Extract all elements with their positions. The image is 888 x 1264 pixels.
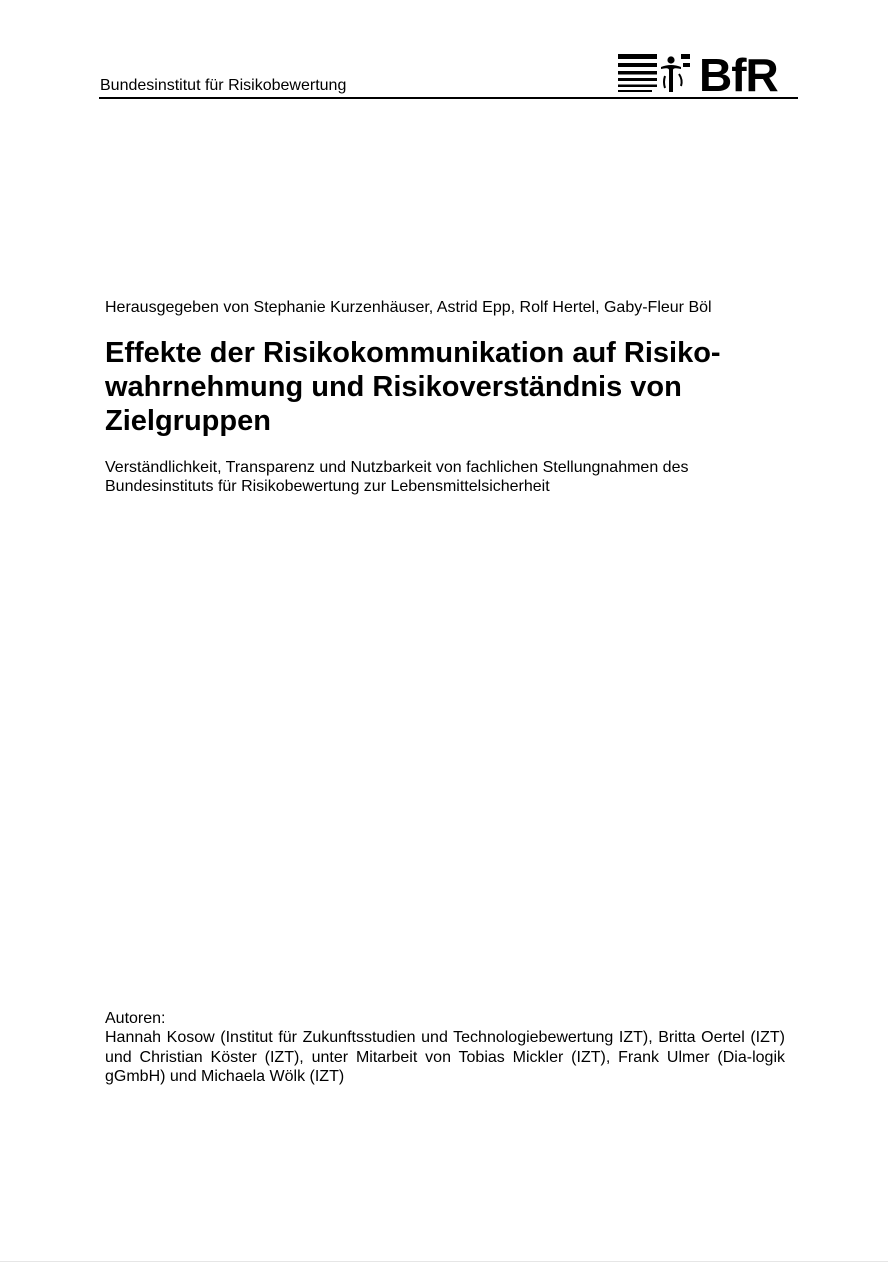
editors-line: Herausgegeben von Stephanie Kurzenhäuser, Astrid Epp, Rolf Hertel, Gaby-Fleur Böl — [105, 299, 712, 316]
bfr-logo-text: BfR — [699, 52, 778, 94]
subtitle-line: Verständlichkeit, Transparenz und Nutzbarkeit von fachlichen Stellungnahmen des — [105, 459, 689, 476]
authors-list: Hannah Kosow (Institut für Zukunftsstudien und Technologiebewertung IZT), Britta Oertel (IZT) und Christian Köster (IZT), unter Mitarbeit von Tobias Mickler (IZT), Frank Ulmer (Dia-logik gGmbH) und Michaela Wölk (IZT) — [105, 1029, 785, 1085]
header-institute-name: Bundesinstitut für Risikobewertung — [100, 77, 347, 94]
document-subtitle — [105, 458, 805, 496]
bfr-figure-icon — [617, 52, 799, 94]
header-divider — [99, 97, 798, 99]
subtitle-line: Bundesinstituts für Risikobewertung zur Lebensmittelsicherheit — [105, 478, 550, 495]
title-line: Zielgruppen — [105, 405, 271, 437]
title-line: wahrnehmung und Risikoverständnis von — [105, 371, 682, 403]
authors-label: Autoren: — [105, 1010, 166, 1027]
title-line: Effekte der Risikokommunikation auf Risiko- — [105, 337, 721, 369]
page-bottom-divider — [0, 1261, 888, 1262]
bfr-logo — [617, 52, 799, 94]
document-title — [105, 336, 805, 438]
